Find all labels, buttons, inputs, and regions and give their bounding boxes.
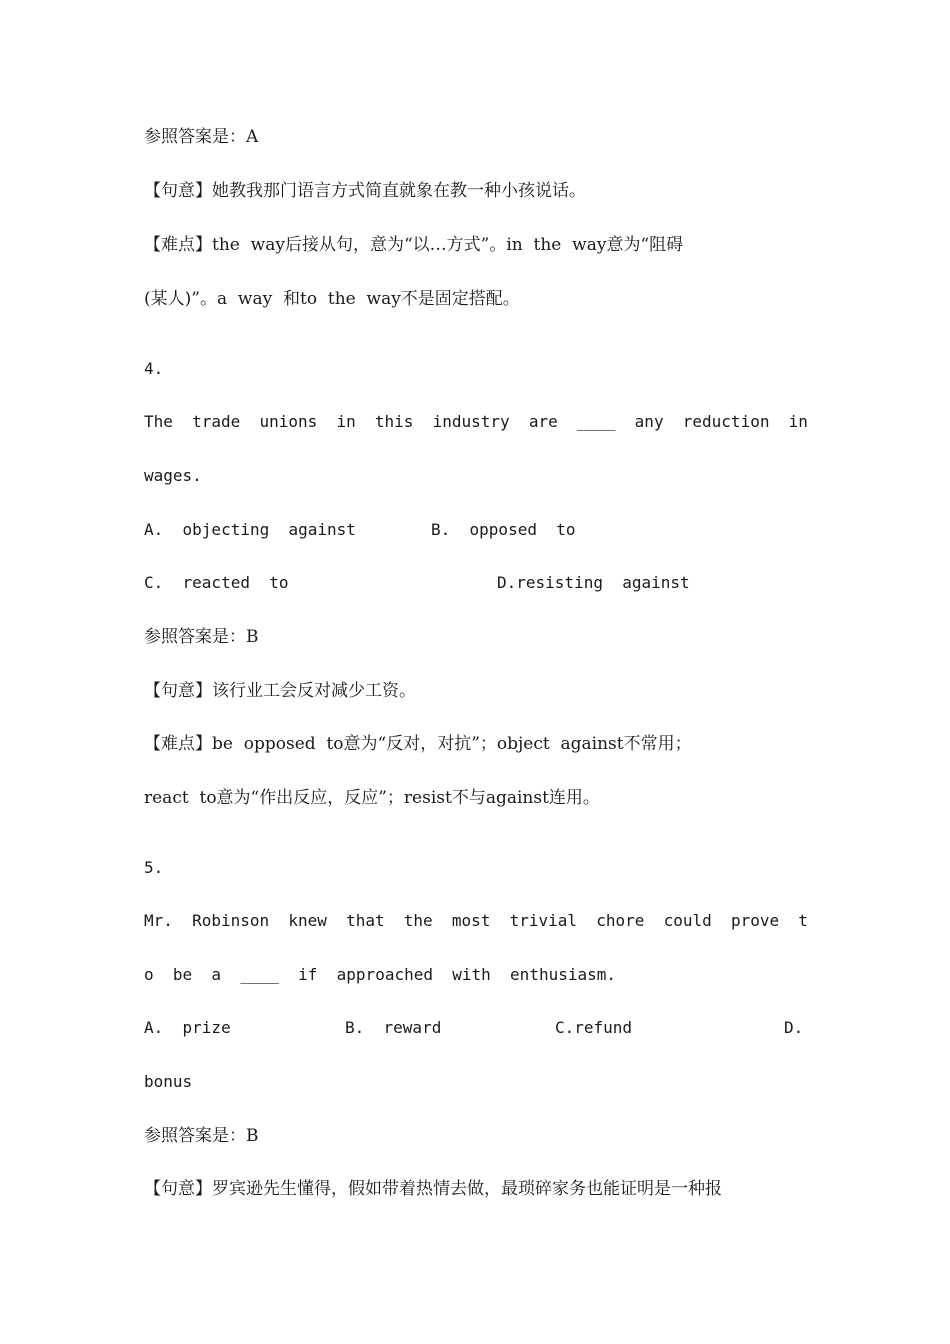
q4-option-a: A. objecting against [144, 520, 356, 539]
q4-stem-word: reduction [682, 412, 770, 431]
q5-meaning: 【句意】罗宾逊先生懂得，假如带着热情去做，最琐碎家务也能证明是一种报 [144, 1179, 722, 1199]
q5-stem-word: prove [730, 911, 780, 930]
q4-options-row1 [144, 515, 808, 545]
q4-option-b: B. opposed to [431, 520, 576, 539]
q3-meaning: 【句意】她教我那门语言方式简直就象在教一种小孩说话。 [144, 181, 586, 201]
q5-stem-word: Mr. [144, 911, 173, 930]
q5-stem-word: t [798, 911, 808, 930]
q4-stem-word: this [374, 412, 414, 431]
q3-answer: 参照答案是：A [144, 127, 259, 147]
q4-options-row2 [144, 568, 808, 598]
q4-blank: ____ [576, 412, 616, 431]
q4-stem-word: are [528, 412, 558, 431]
q4-number: 4. [144, 359, 164, 378]
q4-stem-word: industry [432, 412, 510, 431]
q5-stem-word: that [346, 911, 385, 930]
document-page [144, 0, 808, 1344]
q4-stem-word: any [634, 412, 664, 431]
q5-stem-word: Robinson [192, 911, 270, 930]
q5-stem-word: most [451, 911, 491, 930]
q4-difficulty-line2: react to意为“作出反应，反应”；resist不与against连用。 [144, 788, 600, 808]
q4-stem-word: trade [192, 412, 241, 431]
q5-options-row [144, 1013, 808, 1043]
q5-stem-word: could [663, 911, 712, 930]
q5-stem-word: chore [596, 911, 645, 930]
q3-difficulty-line1: 【难点】the way后接从句，意为“以…方式”。in the way意为“阻碍 [144, 235, 684, 255]
q5-stem-word: knew [288, 911, 327, 930]
q3-difficulty-line2: (某人)”。a way 和to the way不是固定搭配。 [144, 289, 520, 309]
q4-stem-word: in [788, 412, 808, 431]
q5-option-d: D. [784, 1018, 804, 1037]
q4-stem-line2: wages. [144, 466, 202, 485]
q5-stem-line2: o be a ____ if approached with enthusiasm. [144, 965, 617, 984]
q4-stem-word: unions [259, 412, 318, 431]
q4-stem-line1 [144, 407, 808, 437]
q4-stem-word: in [336, 412, 356, 431]
q5-option-b: B. reward [345, 1018, 442, 1037]
q4-meaning: 【句意】该行业工会反对减少工资。 [144, 681, 416, 701]
q5-option-a: A. prize [144, 1018, 231, 1037]
q5-stem-line1 [144, 906, 808, 936]
q4-option-c: C. reacted to [144, 573, 289, 592]
q5-option-c: C.refund [555, 1018, 633, 1037]
q5-stem-word: the [403, 911, 433, 930]
q4-difficulty-line1: 【难点】be opposed to意为“反对，对抗”；object against不常用； [144, 734, 692, 754]
q4-option-d: D.resisting against [497, 573, 690, 592]
q5-number: 5. [144, 858, 164, 877]
q5-stem-word: trivial [509, 911, 578, 930]
q4-answer: 参照答案是：B [144, 627, 259, 647]
q5-option-d-continued: bonus [144, 1072, 193, 1091]
q4-stem-word: The [144, 412, 173, 431]
q5-answer: 参照答案是：B [144, 1126, 259, 1146]
